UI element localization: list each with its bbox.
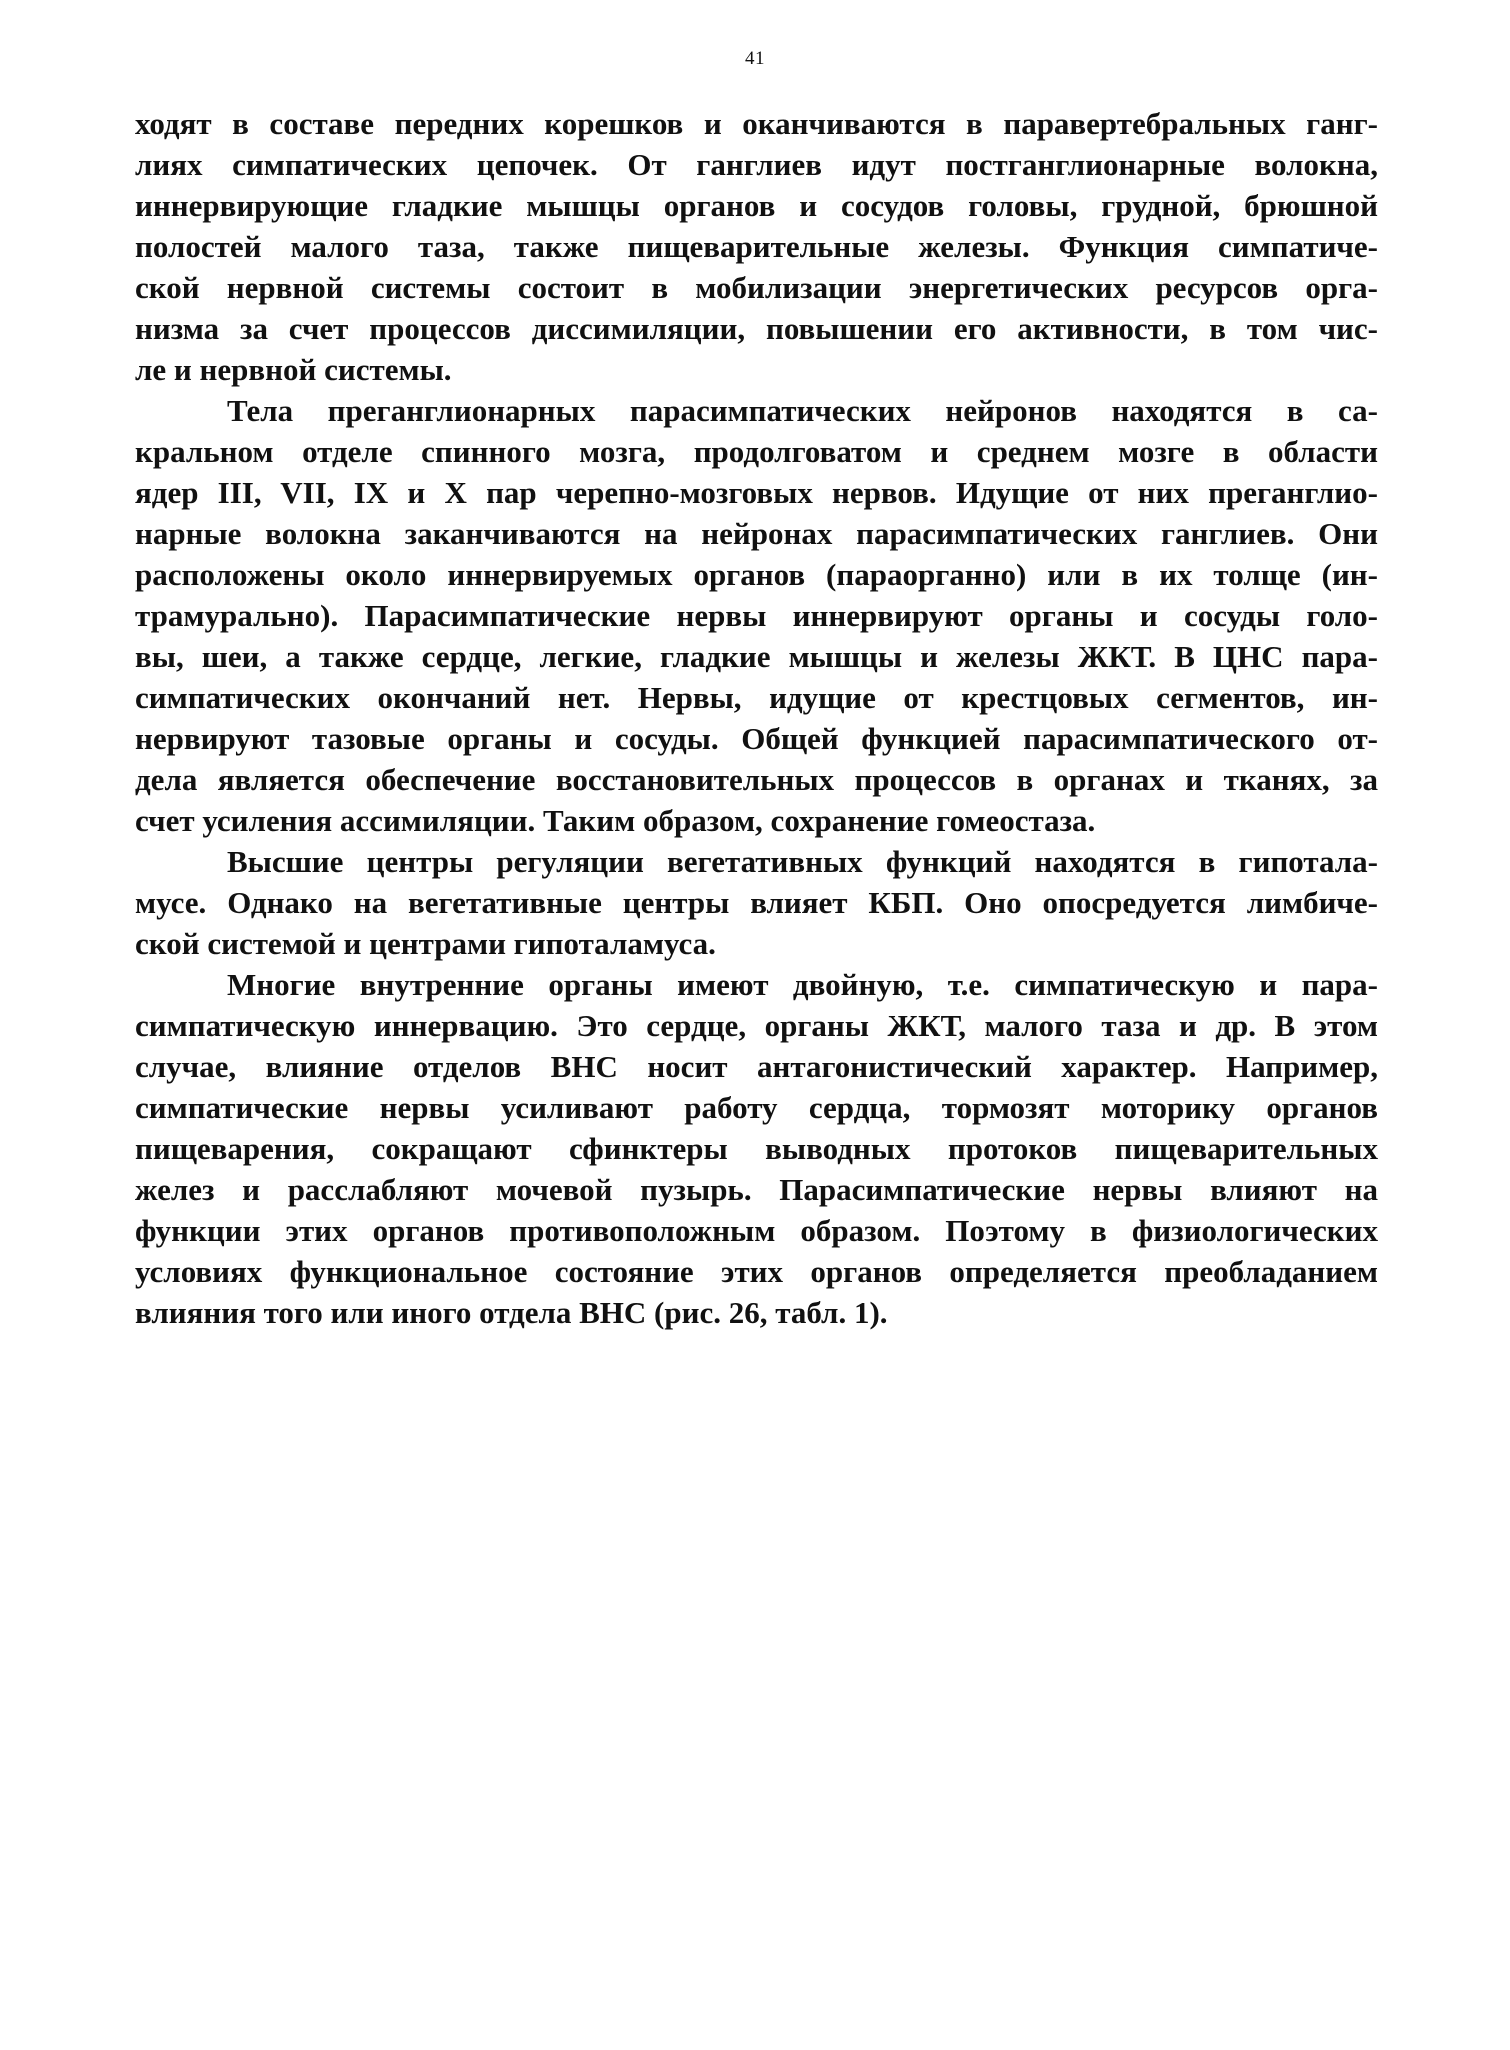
text-line: счет усиления ассимиляции. Таким образом, сохранение гомеостаза. [135, 803, 1096, 838]
text-line: иннервирующие гладкие мышцы органов и сосудов головы, грудной, брюшной [135, 188, 1378, 223]
text-line: ской нервной системы состоит в мобилизации энергетических ресурсов орга- [135, 270, 1378, 305]
text-line: Тела преганглионарных парасимпатических нейронов находятся в са- [227, 393, 1378, 428]
paragraph-sympathetic [135, 103, 1378, 390]
paragraph-dual-innervation [135, 964, 1378, 1333]
body-text [135, 103, 1378, 1333]
text-line: симпатическую иннервацию. Это сердце, органы ЖКТ, малого таза и др. В этом [135, 1008, 1378, 1043]
text-line: кральном отделе спинного мозга, продолговатом и среднем мозге в области [135, 434, 1378, 469]
text-line: функции этих органов противоположным образом. Поэтому в физиологических [135, 1213, 1378, 1248]
page-number: 41 [745, 48, 765, 69]
text-line: ядер III, VII, IX и X пар черепно-мозговых нервов. Идущие от них преганглио- [135, 475, 1378, 510]
text-line: Многие внутренние органы имеют двойную, т.е. симпатическую и пара- [227, 967, 1378, 1002]
text-line: ле и нервной системы. [135, 352, 452, 387]
text-line: симпатических окончаний нет. Нервы, идущие от крестцовых сегментов, ин- [135, 680, 1378, 715]
text-line: случае, влияние отделов ВНС носит антагонистический характер. Например, [135, 1049, 1378, 1084]
text-line: Высшие центры регуляции вегетативных функций находятся в гипотала- [227, 844, 1378, 879]
text-line: полостей малого таза, также пищеварительные железы. Функция симпатиче- [135, 229, 1378, 264]
text-line: симпатические нервы усиливают работу сердца, тормозят моторику органов [135, 1090, 1378, 1125]
text-line: мусе. Однако на вегетативные центры влияет КБП. Оно опосредуется лимбиче- [135, 885, 1378, 920]
paragraph-parasympathetic [135, 390, 1378, 841]
text-line: низма за счет процессов диссимиляции, повышении его активности, в том чис- [135, 311, 1378, 346]
text-line: ской системой и центрами гипоталамуса. [135, 926, 716, 961]
text-line: дела является обеспечение восстановительных процессов в органах и тканях, за [135, 762, 1378, 797]
text-line: желез и расслабляют мочевой пузырь. Парасимпатические нервы влияют на [135, 1172, 1378, 1207]
paragraph-higher-centers [135, 841, 1378, 964]
text-line: лиях симпатических цепочек. От ганглиев идут постганглионарные волокна, [135, 147, 1378, 182]
text-line: условиях функциональное состояние этих органов определяется преобладанием [135, 1254, 1378, 1289]
text-line: расположены около иннервируемых органов (параорганно) или в их толще (ин- [135, 557, 1378, 592]
text-line: ходят в составе передних корешков и оканчиваются в паравертебральных ганг- [135, 106, 1378, 141]
text-line: пищеварения, сокращают сфинктеры выводных протоков пищеварительных [135, 1131, 1378, 1166]
text-line: влияния того или иного отдела ВНС (рис. 26, табл. 1). [135, 1295, 888, 1330]
text-line: нервируют тазовые органы и сосуды. Общей функцией парасимпатического от- [135, 721, 1378, 756]
text-line: нарные волокна заканчиваются на нейронах парасимпатических ганглиев. Они [135, 516, 1378, 551]
text-line: вы, шеи, а также сердце, легкие, гладкие мышцы и железы ЖКТ. В ЦНС пара- [135, 639, 1378, 674]
text-line: трамурально). Парасимпатические нервы иннервируют органы и сосуды голо- [135, 598, 1378, 633]
